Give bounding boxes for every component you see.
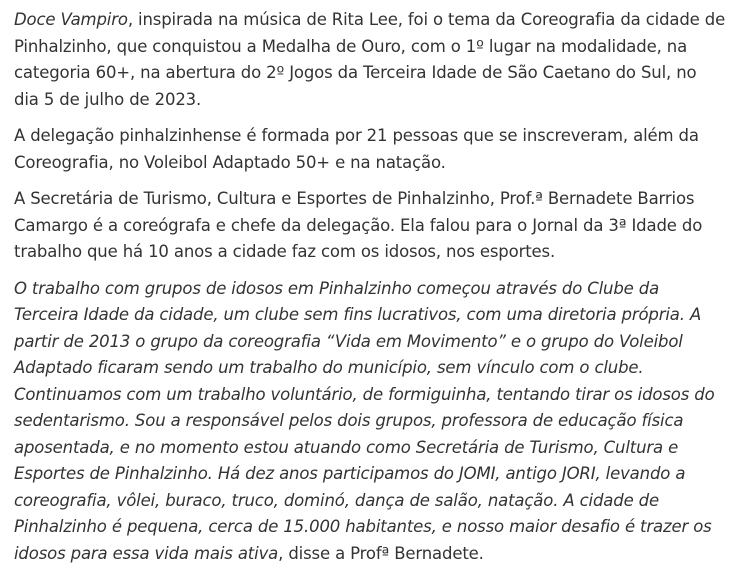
- song-title: Doce Vampiro: [14, 10, 128, 29]
- paragraph-intro-text: , inspirada na música de Rita Lee, foi o tema da Coreografia da cidade de Pinhalzinho, que conquistou a Medalha de Ouro, com o 1º lugar na modalidade, na categoria 60+, na abertura do 2º Jogos da Terceira Idade de São Caetano do Sul, no dia 5 de julho de 2023.: [14, 10, 726, 109]
- paragraph-intro: [14, 7, 726, 113]
- paragraph-delegation: A delegação pinhalzinhense é formada por 21 pessoas que se inscreveram, além da Coreografia, no Voleibol Adaptado 50+ e na natação.: [14, 126, 699, 172]
- quote-attribution: , disse a Profª Bernadete.: [278, 543, 484, 563]
- paragraph-secretary: A Secretária de Turismo, Cultura e Esportes de Pinhalzinho, Prof.ª Bernadete Barrios Camargo é a coreógrafa e chefe da delegação. Ela falou para o Jornal da 3ª Idade do trabalho que há 10 anos a cidade faz com os idosos, nos esportes.: [14, 189, 703, 261]
- quote-text: O trabalho com grupos de idosos em Pinhalzinho começou através do Clube da Terceira Idade da cidade, um clube sem fins lucrativos, com uma diretoria própria. A partir de 2013 o grupo da coreografia “Vida em Movimento” e o grupo do Voleibol Adaptado ficaram sendo um trabalho do município, sem vínculo com o clube. Continuamos com um trabalho voluntário, de formiguinha, tentando tirar os idosos do sedentarismo. Sou a responsável pelos dois grupos, professora de educação física aposentada, e no momento estou atuando como Secretária de Turismo, Cultura e Esportes de Pinhalzinho. Há dez anos participamos do JOMI, antigo JORI, levando a coreografia, vôlei, buraco, truco, dominó, dança de salão, natação. A cidade de Pinhalzinho é pequena, cerca de 15.000 habitantes, e nosso maior desafio é trazer os idosos para essa vida mais ativa: [14, 278, 715, 563]
- paragraph-quote: [14, 276, 726, 568]
- article-body: [14, 7, 726, 577]
